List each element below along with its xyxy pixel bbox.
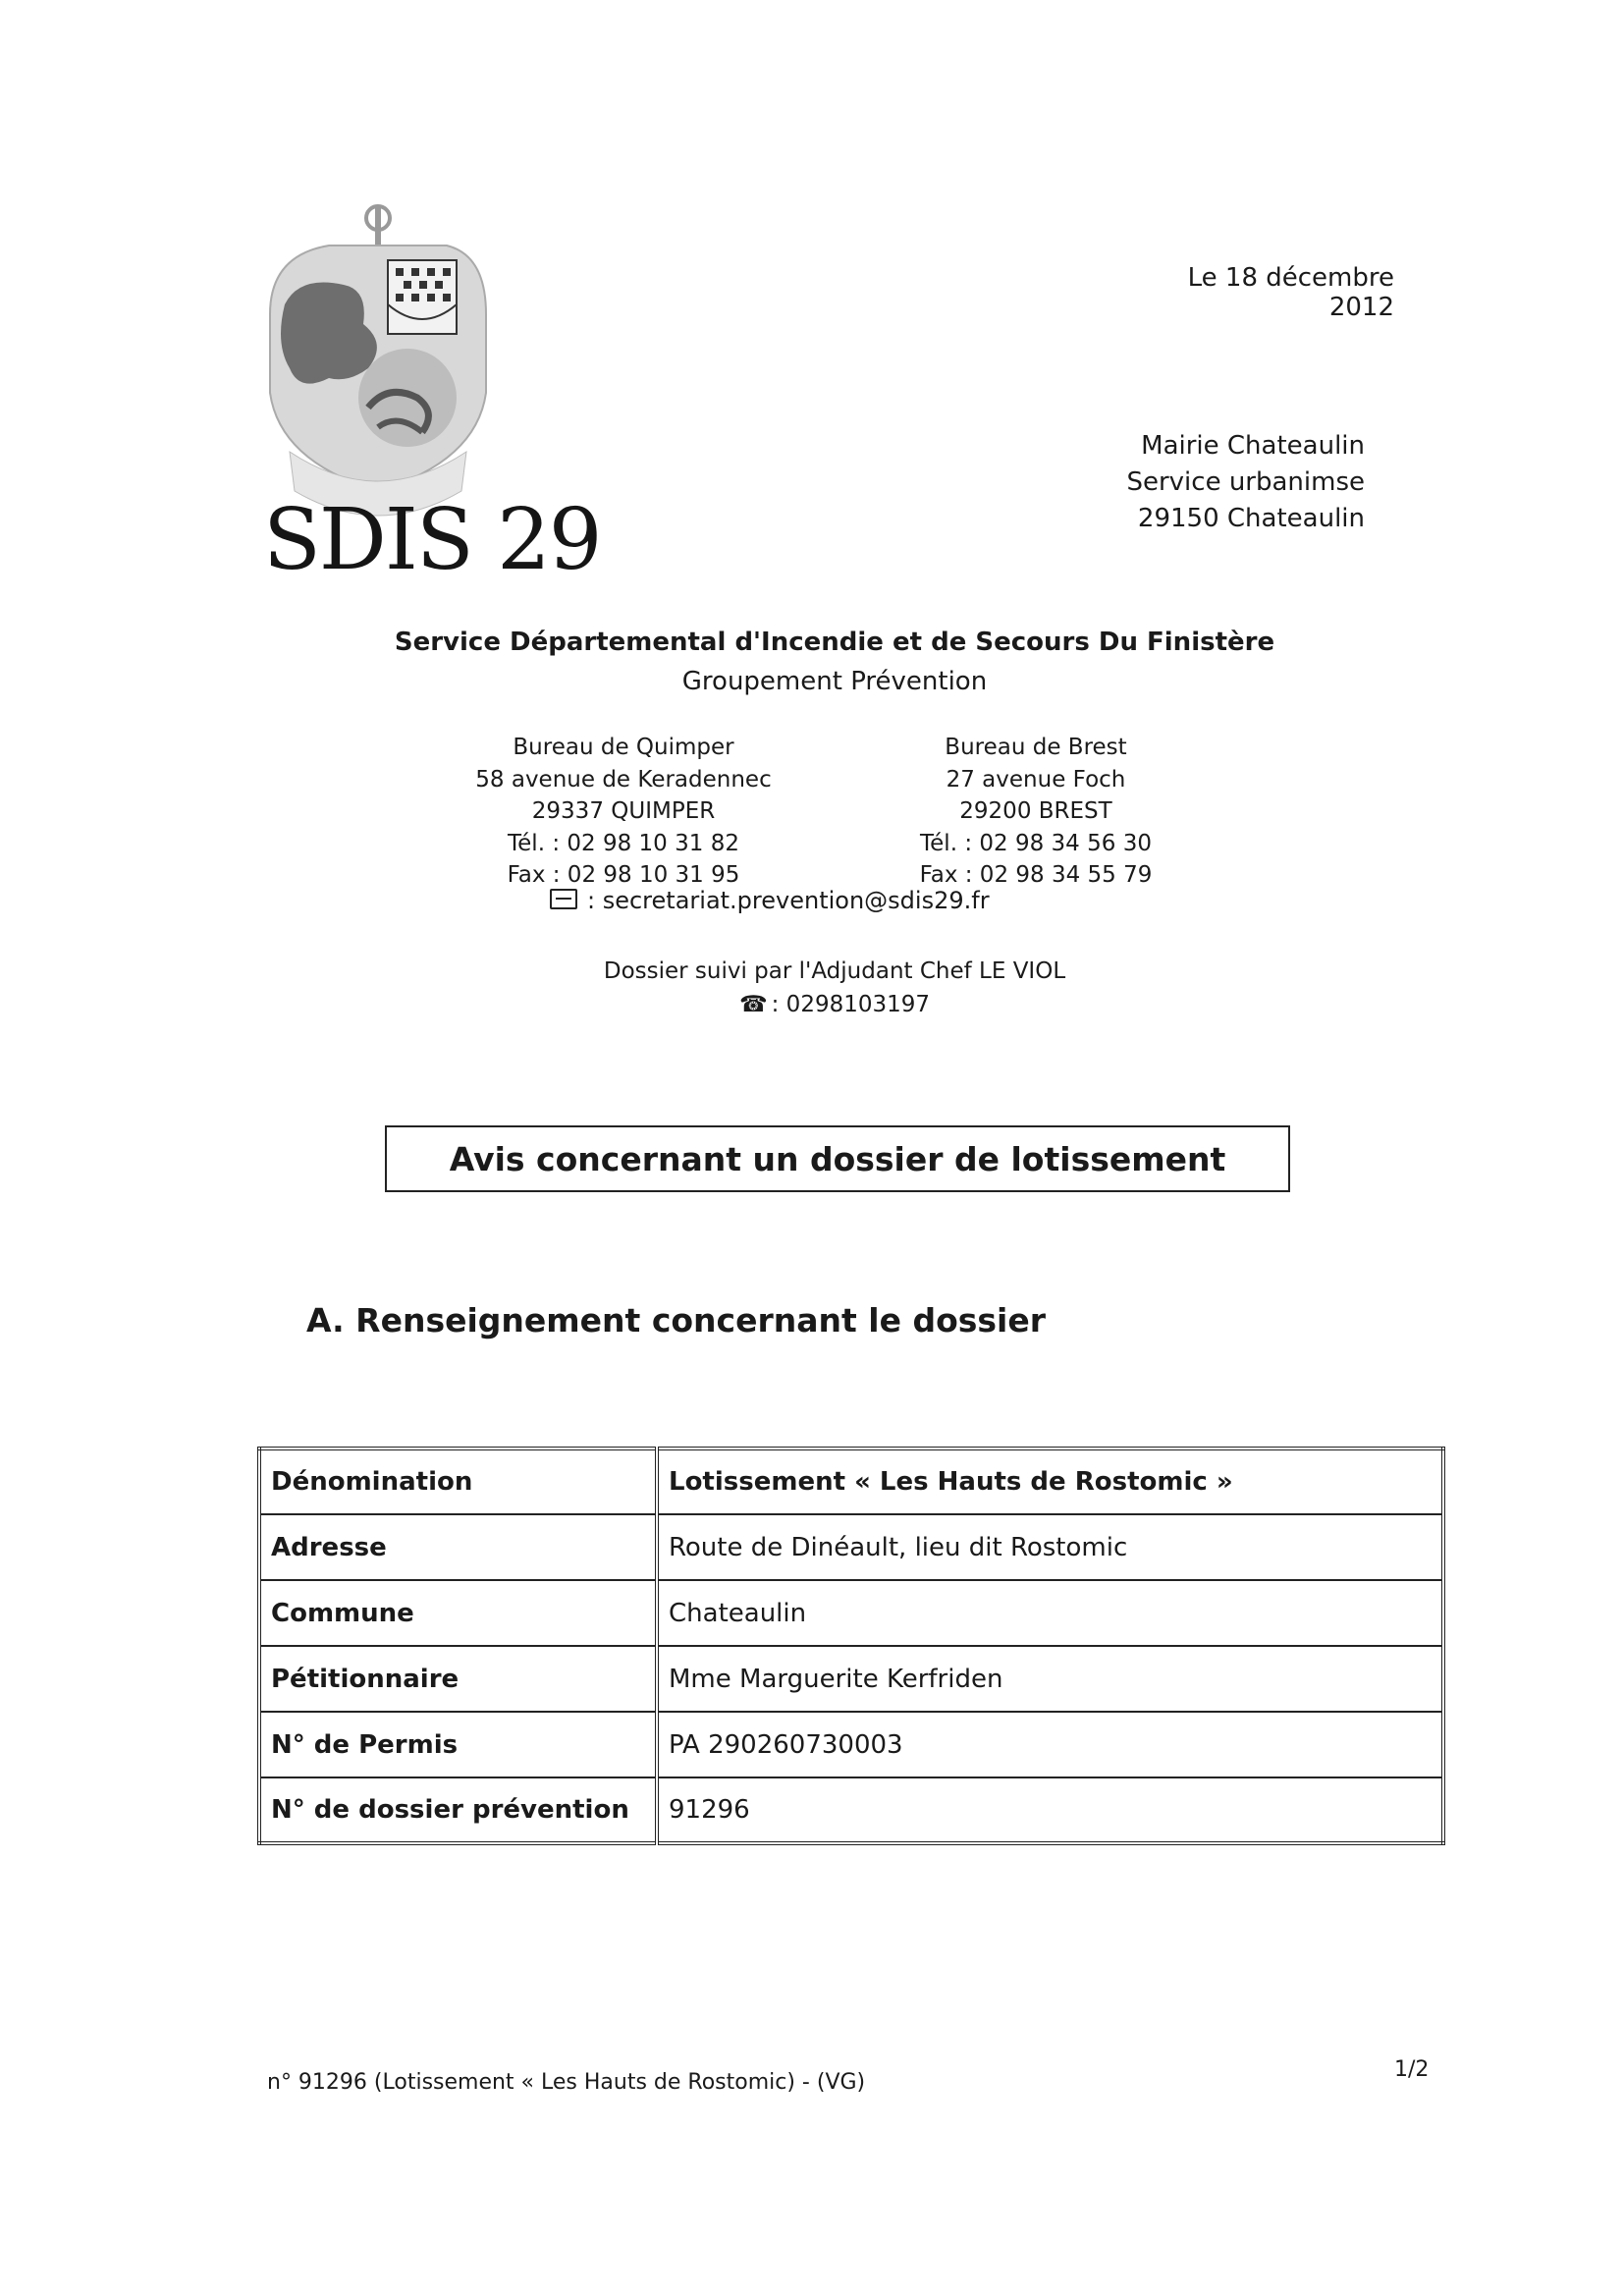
office-brest	[849, 732, 1222, 892]
table-row	[259, 1712, 1443, 1777]
service-group: Groupement Prévention	[681, 667, 988, 696]
recipient-address	[1080, 428, 1365, 537]
office-line: Tél. : 02 98 10 31 82	[508, 830, 739, 856]
phone-number: : 0298103197	[771, 992, 931, 1017]
row-label: Dénomination	[259, 1449, 657, 1514]
followed-by	[491, 955, 1178, 1021]
row-value: 91296	[657, 1777, 1443, 1843]
office-line: 29337 QUIMPER	[531, 798, 716, 824]
dossier-info-table	[257, 1447, 1445, 1845]
office-line: Fax : 02 98 34 55 79	[919, 862, 1153, 888]
service-name: Service Départemental d'Incendie et de Secours Du Finistère	[394, 628, 1275, 657]
office-line: Bureau de Quimper	[513, 735, 734, 760]
row-value: PA 290260730003	[657, 1712, 1443, 1777]
recipient-line: 29150 Chateaulin	[1137, 504, 1365, 533]
phone-icon: ☎	[738, 992, 768, 1017]
followed-by-text: Dossier suivi par l'Adjudant Chef LE VIOL	[603, 958, 1066, 984]
email-line	[550, 887, 1100, 914]
footer-reference: n° 91296 (Lotissement « Les Hauts de Rostomic) - (VG)	[267, 2070, 866, 2095]
table-row	[259, 1777, 1443, 1843]
row-value: Lotissement « Les Hauts de Rostomic »	[657, 1449, 1443, 1514]
office-line: 58 avenue de Keradennec	[475, 766, 772, 793]
office-line: 29200 BREST	[959, 798, 1112, 824]
office-quimper	[437, 732, 810, 892]
office-line: Tél. : 02 98 34 56 30	[920, 830, 1152, 856]
service-header	[295, 623, 1375, 701]
row-value: Chateaulin	[657, 1580, 1443, 1646]
table-row	[259, 1514, 1443, 1580]
row-label: N° de dossier prévention	[259, 1777, 657, 1843]
document-title-box	[385, 1125, 1290, 1192]
table-row	[259, 1646, 1443, 1712]
table-row	[259, 1580, 1443, 1646]
table-row	[259, 1449, 1443, 1514]
row-label: Commune	[259, 1580, 657, 1646]
section-a-heading: A. Renseignement concernant le dossier	[306, 1301, 1047, 1339]
row-value: Mme Marguerite Kerfriden	[657, 1646, 1443, 1712]
recipient-line: Mairie Chateaulin	[1141, 431, 1365, 461]
row-label: N° de Permis	[259, 1712, 657, 1777]
office-line: Fax : 02 98 10 31 95	[507, 862, 740, 888]
row-label: Pétitionnaire	[259, 1646, 657, 1712]
page-number: 1/2	[1394, 2057, 1430, 2082]
row-value: Route de Dinéault, lieu dit Rostomic	[657, 1514, 1443, 1580]
email-address[interactable]: : secretariat.prevention@sdis29.fr	[587, 887, 990, 914]
recipient-line: Service urbanimse	[1126, 467, 1365, 497]
row-label: Adresse	[259, 1514, 657, 1580]
letter-date: Le 18 décembre 2012	[1187, 263, 1394, 322]
phone-line	[491, 988, 1178, 1021]
office-line: 27 avenue Foch	[946, 766, 1126, 793]
logo-text: SDIS 29	[263, 491, 601, 589]
email-icon	[550, 889, 577, 909]
document-title: Avis concernant un dossier de lotissement	[449, 1139, 1226, 1178]
office-line: Bureau de Brest	[945, 735, 1127, 760]
